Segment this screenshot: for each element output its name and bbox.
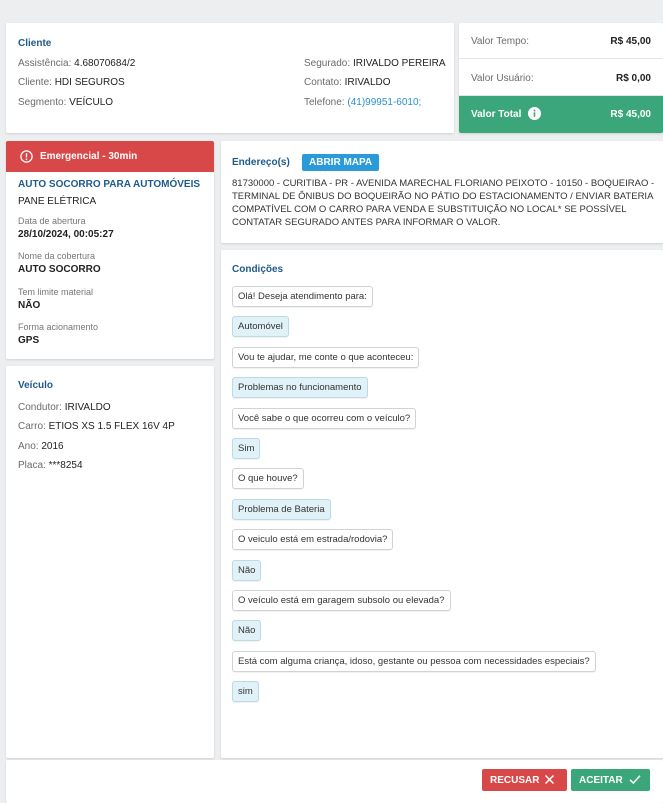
refuse-button-label: RECUSAR [490, 775, 540, 786]
cobertura-label: Nome da cobertura [18, 251, 96, 261]
client-section-title: Cliente [18, 38, 52, 49]
valor-total-label: Valor Total [471, 109, 522, 120]
carro-value: ETIOS XS 1.5 FLEX 16V 4P [48, 421, 175, 432]
answer-bubble: Sim [232, 438, 260, 459]
contato-value: IRIVALDO [344, 77, 391, 88]
close-icon [544, 774, 555, 785]
client-card [6, 23, 454, 133]
limite-value: NÃO [18, 300, 41, 311]
address-section-title: Endereço(s) [232, 157, 290, 168]
telefone-link[interactable]: (41)99951-6010; [347, 97, 422, 108]
question-bubble: Está com alguma criança, idoso, gestante ou pessoa com necessidades especiais? [232, 651, 596, 672]
forma-value: GPS [18, 335, 40, 346]
condutor-value: IRIVALDO [64, 402, 111, 413]
conditions-card [221, 250, 663, 758]
emergency-title: Emergencial - 30min [40, 151, 138, 162]
contato-row [304, 77, 391, 88]
segurado-value: IRIVALDO PEREIRA [352, 58, 446, 69]
forma-label: Forma acionamento [18, 322, 99, 332]
open-map-button[interactable]: ABRIR MAPA [302, 154, 379, 171]
accept-button[interactable] [571, 769, 650, 791]
condutor-label: Condutor: [18, 402, 62, 413]
values-card [459, 23, 663, 133]
ano-value: 2016 [41, 441, 64, 452]
problem-name: PANE ELÉTRICA [18, 196, 97, 207]
placa-row [18, 460, 83, 471]
answer-bubble: Automóvel [232, 316, 289, 337]
answer-bubble: Problema de Bateria [232, 499, 331, 520]
question-bubble: Vou te ajudar, me conte o que aconteceu: [232, 347, 419, 368]
telefone-row [304, 97, 421, 108]
refuse-button[interactable] [482, 769, 567, 791]
alert-icon [20, 150, 33, 163]
assistencia-value: 4.68070684/2 [74, 58, 136, 69]
segurado-row [304, 58, 446, 69]
segurado-label: Segurado: [304, 58, 351, 69]
assistencia-label: Assistência: [18, 58, 72, 69]
limite-label: Tem limite material [18, 287, 94, 297]
valor-tempo-value: R$ 45,00 [610, 36, 651, 47]
abertura-label: Data de abertura [18, 216, 86, 226]
answer-bubble: Não [232, 560, 261, 581]
valor-tempo-label: Valor Tempo: [471, 36, 529, 47]
cobertura-value: AUTO SOCORRO [18, 264, 101, 275]
address-text: 81730000 - CURITIBA - PR - AVENIDA MARECHAL FLORIANO PEIXOTO - 10150 - BOQUEIRAO - TERMINAL DE ÔNIBUS DO BOQUEIRÃO NO PÁTIO DO ESTACIONAMENTO / ENVIAR BATERIA COMPATÍVEL COM O CARRO PARA VENDA E SUBSTITUIÇÃO NO LOCAL* SE POSSÍVEL CONTATAR SEGURADO ANTES PARA INFORMAR O VALOR. [232, 178, 655, 228]
valor-total-value: R$ 45,00 [610, 109, 651, 120]
address-card [221, 141, 663, 243]
question-bubble: O veiculo está em estrada/rodovia? [232, 529, 393, 550]
cliente-label: Cliente: [18, 77, 52, 88]
carro-row [18, 421, 175, 432]
contato-label: Contato: [304, 77, 342, 88]
valor-usuario-row [459, 60, 663, 96]
emergency-header [6, 141, 214, 172]
accept-button-label: ACEITAR [579, 775, 623, 786]
vehicle-section-title: Veículo [18, 380, 54, 391]
check-icon [629, 774, 640, 785]
question-bubble: O veículo está em garagem subsolo ou elevada? [232, 590, 451, 611]
info-icon[interactable] [528, 107, 541, 120]
valor-total-row [459, 96, 663, 133]
question-bubble: O que houve? [232, 468, 304, 489]
ano-label: Ano: [18, 441, 39, 452]
assistencia-row [18, 58, 135, 69]
answer-bubble: Problemas no funcionamento [232, 377, 368, 398]
emergency-card [6, 141, 214, 359]
conditions-section-title: Condições [232, 264, 284, 275]
valor-usuario-value: R$ 0,00 [615, 73, 651, 84]
valor-tempo-row [459, 23, 663, 59]
placa-label: Placa: [18, 460, 46, 471]
vehicle-card [6, 366, 214, 758]
telefone-label: Telefone: [304, 97, 345, 108]
cliente-value: HDI SEGUROS [54, 77, 125, 88]
condutor-row [18, 402, 111, 413]
carro-label: Carro: [18, 421, 46, 432]
question-bubble: Você sabe o que ocorreu com o veículo? [232, 408, 416, 429]
segmento-label: Segmento: [18, 97, 67, 108]
answer-bubble: Não [232, 620, 261, 641]
answer-bubble: sim [232, 681, 259, 702]
abertura-value: 28/10/2024, 00:05:27 [18, 229, 114, 240]
segmento-row [18, 97, 113, 108]
service-name: AUTO SOCORRO PARA AUTOMÓVEIS [18, 179, 201, 190]
placa-value: ***8254 [48, 460, 83, 471]
cliente-row [18, 77, 125, 88]
footer-bar [6, 760, 663, 803]
ano-row [18, 441, 64, 452]
segmento-value: VEÍCULO [69, 97, 114, 108]
valor-usuario-label: Valor Usuário: [471, 73, 534, 84]
question-bubble: Olá! Deseja atendimento para: [232, 286, 373, 307]
